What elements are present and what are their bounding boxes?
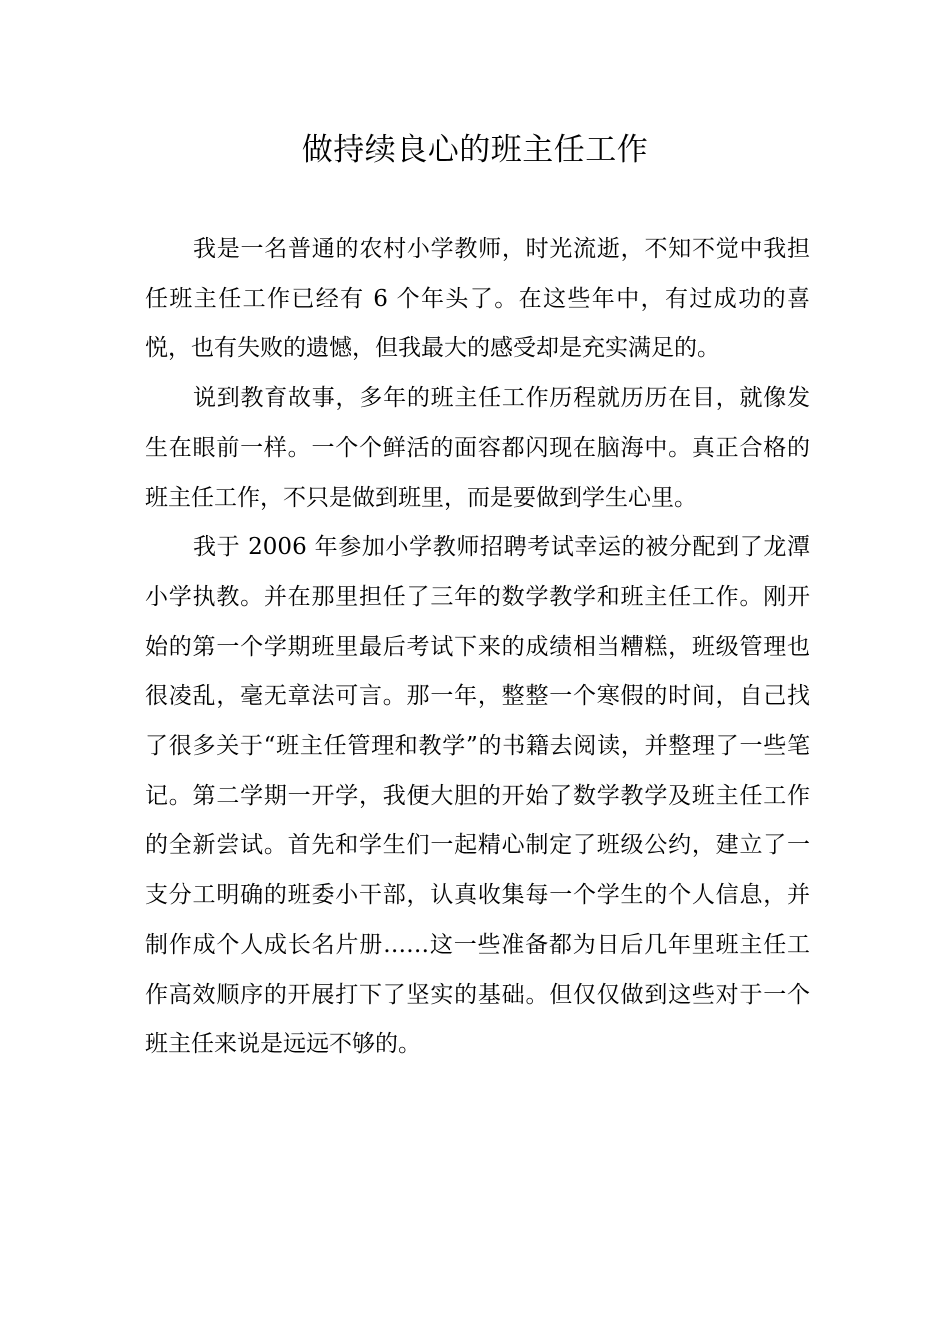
document-body: [145, 225, 810, 1070]
paragraph-1: 我是一名普通的农村小学教师，时光流逝，不知不觉中我担任班主任工作已经有 6 个年头了。在这些年中，有过成功的喜悦，也有失败的遗憾，但我最大的感受却是充实满足的。: [145, 236, 810, 362]
document-title: 做持续良心的班主任工作: [301, 132, 649, 168]
paragraph-3: 我于 2006 年参加小学教师招聘考试幸运的被分配到了龙潭小学执教。并在那里担任了三年的数学教学和班主任工作。刚开始的第一个学期班里最后考试下来的成绩相当糟糕，班级管理也很凌乱，毫无章法可言。那一年，整整一个寒假的时间，自己找了很多关于“班主任管理和教学”的书籍去阅读，并整理了一些笔记。第二学期一开学，我便大胆的开始了数学教学及班主任工作的全新尝试。首先和学生们一起精心制定了班级公约，建立了一支分工明确的班委小干部，认真收集每一个学生的个人信息，并制作成个人成长名片册……这一些准备都为日后几年里班主任工作高效顺序的开展打下了坚实的基础。但仅仅做到这些对于一个班主任来说是远远不够的。: [145, 534, 810, 1058]
paragraph-2: 说到教育故事，多年的班主任工作历程就历历在目，就像发生在眼前一样。一个个鲜活的面容都闪现在脑海中。真正合格的班主任工作，不只是做到班里，而是要做到学生心里。: [145, 385, 810, 511]
